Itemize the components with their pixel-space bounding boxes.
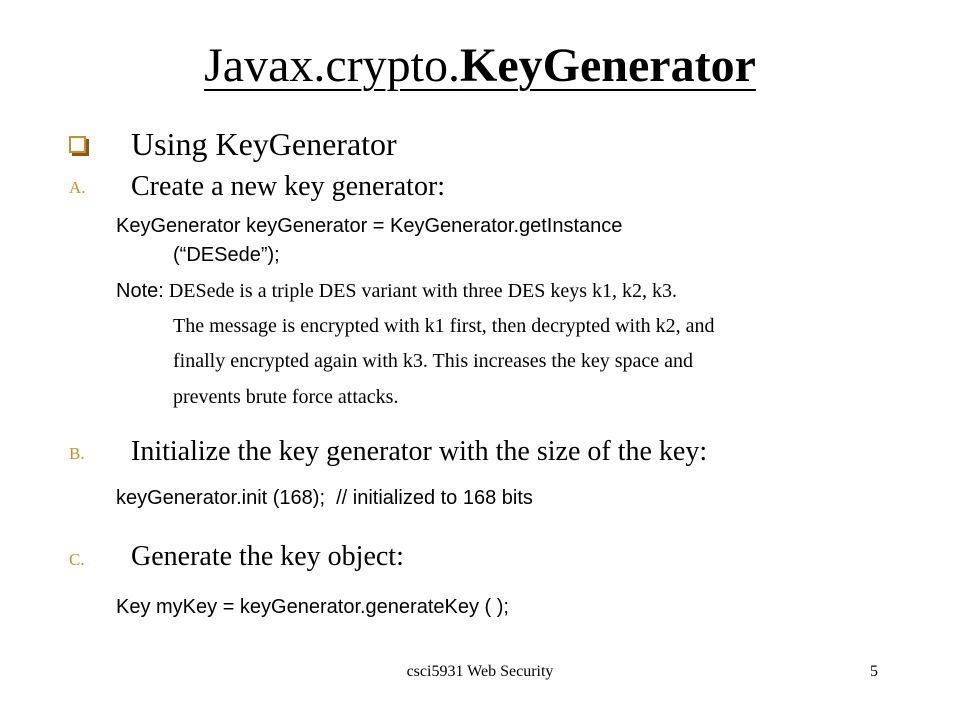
code-b-statement: keyGenerator.init (168); [116, 487, 325, 509]
code-a-line2: (“DESede”); [173, 244, 280, 266]
note-line-1 [116, 276, 677, 306]
note-line-3: finally encrypted again with k3. This increases the key space and [173, 350, 694, 372]
step-c-marker: C. [69, 550, 85, 569]
code-a-line1: KeyGenerator keyGenerator = KeyGenerator.getInstance [116, 215, 623, 237]
square-bullet-icon [69, 136, 86, 153]
note-label: Note: [116, 280, 164, 302]
code-b [116, 485, 533, 511]
slide-title [0, 38, 960, 94]
title-prefix: Javax.crypto. [204, 39, 461, 92]
note-line-4: prevents brute force attacks. [173, 386, 399, 408]
title-bold: KeyGenerator [460, 39, 756, 92]
code-c: Key myKey = keyGenerator.generateKey ( ); [116, 596, 509, 618]
bullet-heading: Using KeyGenerator [131, 126, 397, 162]
code-b-comment: // initialized to 168 bits [336, 487, 533, 509]
page-number: 5 [870, 663, 878, 680]
step-a-text: Create a new key generator: [131, 171, 446, 202]
note-line-2: The message is encrypted with k1 first, then decrypted with k2, and [173, 315, 715, 337]
footer-course: csci5931 Web Security [406, 663, 554, 680]
step-c-text: Generate the key object: [131, 541, 404, 572]
step-b-marker: B. [69, 444, 85, 463]
step-b-text: Initialize the key generator with the size of the key: [131, 436, 708, 467]
note-text-1: DESede is a triple DES variant with three DES keys k1, k2, k3. [168, 280, 678, 302]
step-a-marker: A. [69, 178, 86, 197]
